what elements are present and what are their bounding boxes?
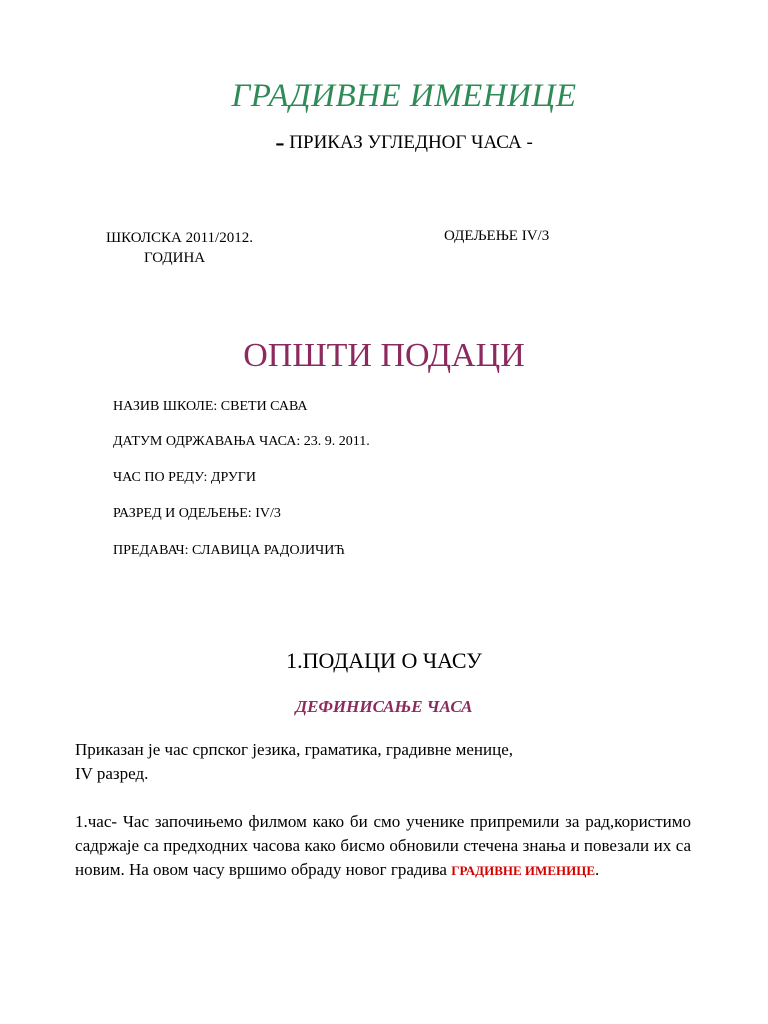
- paragraph-lesson-one: [75, 810, 691, 883]
- lesson-data-heading: 1.ПОДАЦИ О ЧАСУ: [286, 648, 482, 673]
- info-value: 23. 9. 2011.: [300, 434, 370, 449]
- paragraph-intro-line1: Приказан је час српског језика, граматика, градивне менице,: [75, 740, 513, 759]
- info-value: СВЕТИ САВА: [217, 399, 308, 414]
- school-year-label: ШКОЛСКА 2011/2012.: [106, 230, 253, 246]
- info-teacher: [113, 543, 345, 559]
- document-title: ГРАДИВНЕ ИМЕНИЦЕ: [231, 78, 577, 114]
- school-year: [106, 228, 253, 268]
- document-subtitle: [0, 127, 768, 159]
- school-year-word: ГОДИНА: [144, 250, 206, 266]
- info-label: РАЗРЕД И ОДЕЉЕЊЕ: IV/3: [113, 506, 281, 521]
- info-grade-class: [113, 506, 281, 522]
- info-label: НАЗИВ ШКОЛЕ:: [113, 399, 218, 414]
- info-lesson-date: [113, 434, 370, 450]
- info-lesson-order: [113, 470, 256, 486]
- paragraph-intro: [75, 738, 691, 786]
- subtitle-text: ПРИКАЗ УГЛЕДНОГ ЧАСА -: [284, 132, 533, 153]
- paragraph-intro-line2: IV разред.: [75, 764, 149, 783]
- info-school-name: [113, 399, 308, 415]
- info-label: ПРЕДАВАЧ: СЛАВИЦА РАДОЈИЧИЋ: [113, 543, 345, 558]
- general-data-heading: ОПШТИ ПОДАЦИ: [243, 337, 525, 374]
- info-label: ЧАС ПО РЕДУ: ДРУГИ: [113, 470, 257, 485]
- paragraph-end: .: [595, 860, 600, 879]
- paragraph-lesson-one-text: 1.час- Час започињемо филмом како би смо ученике припремили за рад,користимо садржаје са предходних часова како бисмо обновили стечена знања и повезали их са новим. На овом часу вршимо обраду новог градива: [75, 812, 691, 879]
- class-label: ОДЕЉЕЊЕ IV/3: [444, 228, 550, 244]
- subtitle-dash: -: [275, 127, 285, 158]
- highlighted-term: ГРАДИВНЕ ИМЕНИЦЕ: [451, 863, 595, 878]
- info-label: ДАТУМ ОДРЖАВАЊА ЧАСА:: [113, 434, 301, 449]
- lesson-definition-heading: ДЕФИНИСАЊЕ ЧАСА: [295, 697, 473, 716]
